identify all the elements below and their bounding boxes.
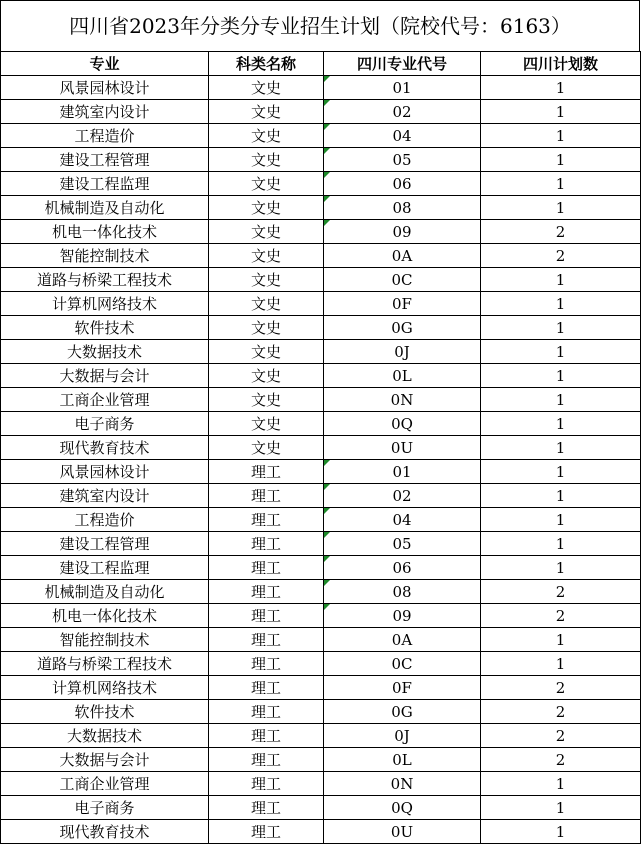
- count-cell[interactable]: 1: [481, 532, 641, 556]
- code-cell[interactable]: 0L: [324, 364, 481, 388]
- category-cell[interactable]: 文史: [209, 76, 324, 100]
- major-cell[interactable]: 风景园林设计: [1, 76, 209, 100]
- code-cell[interactable]: 0N: [324, 772, 481, 796]
- code-cell[interactable]: 09: [324, 220, 481, 244]
- category-cell[interactable]: 理工: [209, 772, 324, 796]
- code-cell[interactable]: 0J: [324, 340, 481, 364]
- category-cell[interactable]: 文史: [209, 436, 324, 460]
- count-cell[interactable]: 1: [481, 364, 641, 388]
- category-cell[interactable]: 理工: [209, 556, 324, 580]
- major-cell[interactable]: 机械制造及自动化: [1, 580, 209, 604]
- code-cell[interactable]: 0U: [324, 436, 481, 460]
- code-cell[interactable]: 05: [324, 532, 481, 556]
- code-cell[interactable]: 02: [324, 484, 481, 508]
- code-cell[interactable]: 04: [324, 124, 481, 148]
- major-cell[interactable]: 机电一体化技术: [1, 604, 209, 628]
- count-cell[interactable]: 1: [481, 460, 641, 484]
- category-cell[interactable]: 文史: [209, 220, 324, 244]
- table-row: [1, 124, 641, 148]
- major-cell[interactable]: 大数据技术: [1, 340, 209, 364]
- category-cell[interactable]: 理工: [209, 580, 324, 604]
- count-cell[interactable]: 1: [481, 820, 641, 844]
- major-cell[interactable]: 道路与桥梁工程技术: [1, 268, 209, 292]
- category-cell[interactable]: 理工: [209, 460, 324, 484]
- major-cell[interactable]: 风景园林设计: [1, 460, 209, 484]
- category-cell[interactable]: 理工: [209, 796, 324, 820]
- table-row: [1, 76, 641, 100]
- count-cell[interactable]: 1: [481, 508, 641, 532]
- table-row: [1, 604, 641, 628]
- major-cell[interactable]: 软件技术: [1, 316, 209, 340]
- category-cell[interactable]: 文史: [209, 292, 324, 316]
- count-cell[interactable]: 2: [481, 748, 641, 772]
- table-row: [1, 556, 641, 580]
- category-cell[interactable]: 文史: [209, 340, 324, 364]
- header-code: 四川专业代号: [324, 52, 481, 76]
- major-cell[interactable]: 工商企业管理: [1, 388, 209, 412]
- category-cell[interactable]: 文史: [209, 172, 324, 196]
- count-cell[interactable]: 1: [481, 292, 641, 316]
- major-cell[interactable]: 建设工程管理: [1, 148, 209, 172]
- table-row: [1, 292, 641, 316]
- major-cell[interactable]: 电子商务: [1, 412, 209, 436]
- category-cell[interactable]: 理工: [209, 532, 324, 556]
- code-cell[interactable]: 0A: [324, 628, 481, 652]
- count-cell[interactable]: 1: [481, 268, 641, 292]
- count-cell[interactable]: 2: [481, 580, 641, 604]
- category-cell[interactable]: 文史: [209, 148, 324, 172]
- table-row: [1, 388, 641, 412]
- code-cell[interactable]: 0Q: [324, 412, 481, 436]
- table-row: [1, 652, 641, 676]
- category-cell[interactable]: 理工: [209, 820, 324, 844]
- code-cell[interactable]: 08: [324, 580, 481, 604]
- major-cell[interactable]: 大数据与会计: [1, 748, 209, 772]
- category-cell[interactable]: 理工: [209, 484, 324, 508]
- table-row: [1, 412, 641, 436]
- table-row: [1, 340, 641, 364]
- major-cell[interactable]: 现代教育技术: [1, 436, 209, 460]
- count-cell[interactable]: 1: [481, 196, 641, 220]
- major-cell[interactable]: 大数据与会计: [1, 364, 209, 388]
- count-cell[interactable]: 1: [481, 652, 641, 676]
- code-cell[interactable]: 05: [324, 148, 481, 172]
- major-cell[interactable]: 建筑室内设计: [1, 100, 209, 124]
- count-cell[interactable]: 1: [481, 412, 641, 436]
- code-cell[interactable]: 0G: [324, 700, 481, 724]
- code-cell[interactable]: 0F: [324, 292, 481, 316]
- major-cell[interactable]: 电子商务: [1, 796, 209, 820]
- major-cell[interactable]: 现代教育技术: [1, 820, 209, 844]
- count-cell[interactable]: 2: [481, 220, 641, 244]
- category-cell[interactable]: 理工: [209, 604, 324, 628]
- header-major: 专业: [1, 52, 209, 76]
- count-cell[interactable]: 1: [481, 148, 641, 172]
- count-cell[interactable]: 2: [481, 244, 641, 268]
- category-cell[interactable]: 文史: [209, 364, 324, 388]
- table-row: [1, 220, 641, 244]
- major-cell[interactable]: 工程造价: [1, 508, 209, 532]
- count-cell[interactable]: 1: [481, 316, 641, 340]
- code-cell[interactable]: 0G: [324, 316, 481, 340]
- header-row: [1, 52, 641, 76]
- major-cell[interactable]: 大数据技术: [1, 724, 209, 748]
- count-cell[interactable]: 1: [481, 772, 641, 796]
- category-cell[interactable]: 文史: [209, 388, 324, 412]
- code-cell[interactable]: 01: [324, 76, 481, 100]
- code-cell[interactable]: 0Q: [324, 796, 481, 820]
- table-row: [1, 196, 641, 220]
- count-cell[interactable]: 1: [481, 436, 641, 460]
- header-category: 科类名称: [209, 52, 324, 76]
- table-row: [1, 772, 641, 796]
- table-row: [1, 148, 641, 172]
- code-cell[interactable]: 06: [324, 172, 481, 196]
- count-cell[interactable]: 1: [481, 484, 641, 508]
- code-cell[interactable]: 0C: [324, 652, 481, 676]
- category-cell[interactable]: 理工: [209, 508, 324, 532]
- count-cell[interactable]: 1: [481, 100, 641, 124]
- code-cell[interactable]: 08: [324, 196, 481, 220]
- code-cell[interactable]: 04: [324, 508, 481, 532]
- code-cell[interactable]: 0L: [324, 748, 481, 772]
- table-row: [1, 508, 641, 532]
- category-cell[interactable]: 理工: [209, 628, 324, 652]
- category-cell[interactable]: 文史: [209, 412, 324, 436]
- major-cell[interactable]: 工程造价: [1, 124, 209, 148]
- count-cell[interactable]: 1: [481, 340, 641, 364]
- table-row: [1, 724, 641, 748]
- major-cell[interactable]: 建设工程管理: [1, 532, 209, 556]
- sheet-title: 四川省2023年分类分专业招生计划（院校代号：6163）: [0, 0, 640, 51]
- major-cell[interactable]: 智能控制技术: [1, 628, 209, 652]
- table-row: [1, 484, 641, 508]
- major-cell[interactable]: 计算机网络技术: [1, 676, 209, 700]
- major-cell[interactable]: 机电一体化技术: [1, 220, 209, 244]
- count-cell[interactable]: 1: [481, 388, 641, 412]
- table-row: [1, 436, 641, 460]
- table-row: [1, 748, 641, 772]
- code-cell[interactable]: 09: [324, 604, 481, 628]
- count-cell[interactable]: 1: [481, 796, 641, 820]
- code-cell[interactable]: 0J: [324, 724, 481, 748]
- major-cell[interactable]: 道路与桥梁工程技术: [1, 652, 209, 676]
- major-cell[interactable]: 机械制造及自动化: [1, 196, 209, 220]
- table-row: [1, 172, 641, 196]
- code-cell[interactable]: 06: [324, 556, 481, 580]
- major-cell[interactable]: 建设工程监理: [1, 172, 209, 196]
- category-cell[interactable]: 文史: [209, 196, 324, 220]
- category-cell[interactable]: 理工: [209, 724, 324, 748]
- major-cell[interactable]: 工商企业管理: [1, 772, 209, 796]
- table-row: [1, 244, 641, 268]
- count-cell[interactable]: 1: [481, 628, 641, 652]
- code-cell[interactable]: 0F: [324, 676, 481, 700]
- code-cell[interactable]: 0U: [324, 820, 481, 844]
- category-cell[interactable]: 文史: [209, 100, 324, 124]
- major-cell[interactable]: 软件技术: [1, 700, 209, 724]
- category-cell[interactable]: 文史: [209, 268, 324, 292]
- category-cell[interactable]: 理工: [209, 748, 324, 772]
- code-cell[interactable]: 02: [324, 100, 481, 124]
- table-row: [1, 268, 641, 292]
- table-row: [1, 364, 641, 388]
- major-cell[interactable]: 智能控制技术: [1, 244, 209, 268]
- count-cell[interactable]: 2: [481, 700, 641, 724]
- table-row: [1, 532, 641, 556]
- major-cell[interactable]: 建筑室内设计: [1, 484, 209, 508]
- count-cell[interactable]: 1: [481, 556, 641, 580]
- table-row: [1, 628, 641, 652]
- category-cell[interactable]: 文史: [209, 244, 324, 268]
- code-cell[interactable]: 0C: [324, 268, 481, 292]
- table-row: [1, 580, 641, 604]
- header-count: 四川计划数: [481, 52, 641, 76]
- enrollment-plan-table: [0, 51, 641, 844]
- major-cell[interactable]: 建设工程监理: [1, 556, 209, 580]
- category-cell[interactable]: 理工: [209, 676, 324, 700]
- count-cell[interactable]: 1: [481, 172, 641, 196]
- code-cell[interactable]: 0N: [324, 388, 481, 412]
- category-cell[interactable]: 文史: [209, 316, 324, 340]
- count-cell[interactable]: 2: [481, 724, 641, 748]
- code-cell[interactable]: 0A: [324, 244, 481, 268]
- table-row: [1, 796, 641, 820]
- table-row: [1, 100, 641, 124]
- major-cell[interactable]: 计算机网络技术: [1, 292, 209, 316]
- category-cell[interactable]: 理工: [209, 700, 324, 724]
- category-cell[interactable]: 理工: [209, 652, 324, 676]
- table-row: [1, 316, 641, 340]
- category-cell[interactable]: 文史: [209, 124, 324, 148]
- table-row: [1, 700, 641, 724]
- table-row: [1, 460, 641, 484]
- count-cell[interactable]: 2: [481, 604, 641, 628]
- table-row: [1, 676, 641, 700]
- count-cell[interactable]: 2: [481, 676, 641, 700]
- count-cell[interactable]: 1: [481, 124, 641, 148]
- table-row: [1, 820, 641, 844]
- count-cell[interactable]: 1: [481, 76, 641, 100]
- code-cell[interactable]: 01: [324, 460, 481, 484]
